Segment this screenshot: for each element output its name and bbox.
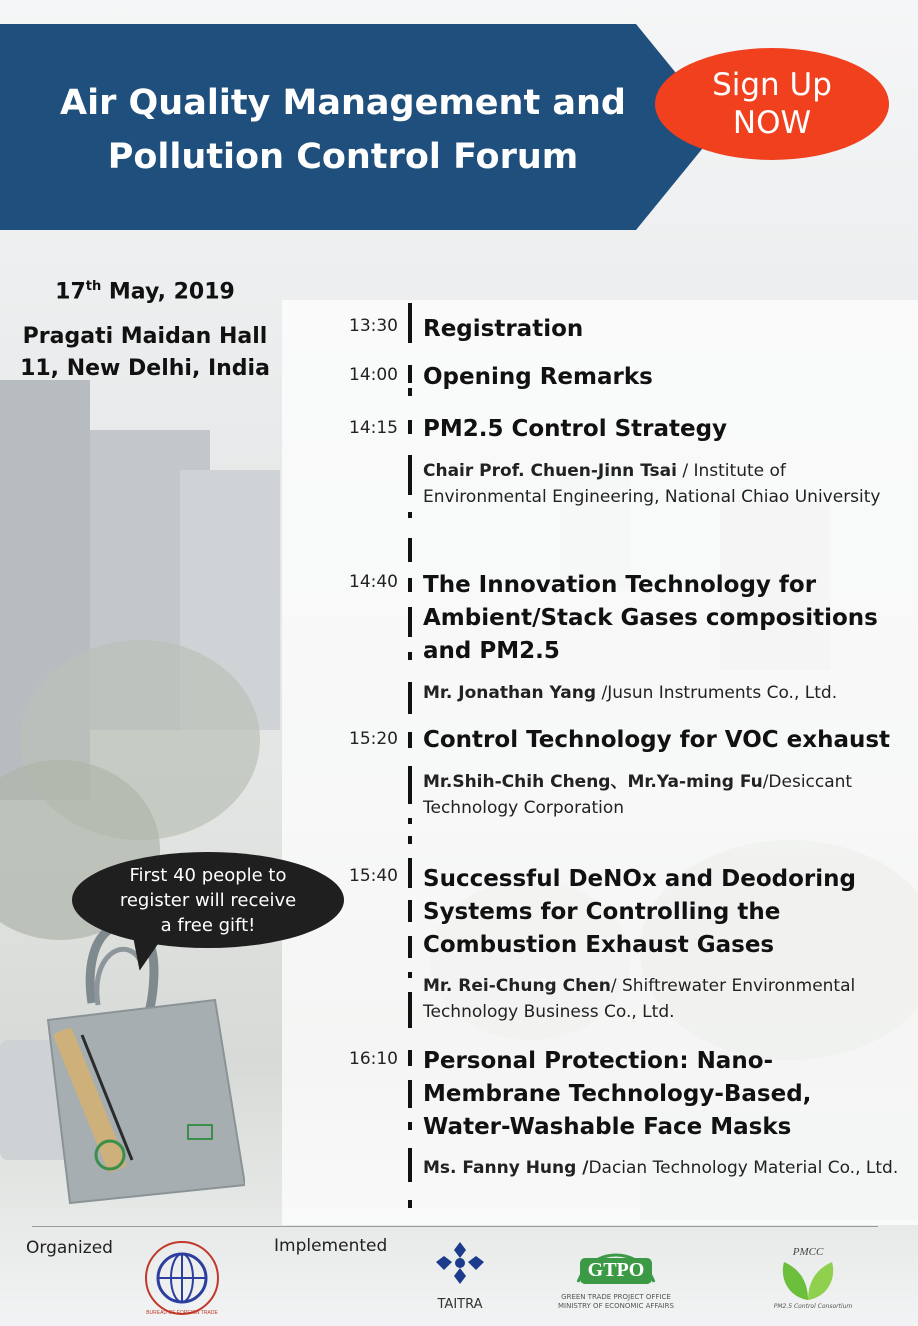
schedule-time: 16:10 (349, 1049, 398, 1069)
pmcc-leaf-logo (776, 1260, 840, 1302)
timeline-bar (408, 1050, 412, 1066)
timeline-bar (408, 420, 412, 434)
pmcc-label: PMCC (792, 1246, 824, 1258)
free-gift-bubble (72, 852, 344, 948)
timeline-bar (408, 992, 412, 1028)
schedule-title: Opening Remarks (423, 364, 653, 390)
taitra-logo (430, 1240, 490, 1286)
schedule-speaker: Ms. Fanny Hung /Dacian Technology Material Co., Ltd. (423, 1158, 899, 1178)
schedule-speaker: Mr.Shih-Chih Cheng、Mr.Ya-ming Fu/Desiccant Technology Corporation (423, 772, 853, 818)
timeline-bar (408, 1200, 412, 1208)
event-date: 17th May, 2019 (55, 279, 235, 305)
gtpo-logo (572, 1242, 660, 1290)
taitra-label: TAITRA (437, 1297, 483, 1312)
schedule-title: Control Technology for VOC exhaust (423, 727, 891, 753)
footer-divider (32, 1226, 878, 1227)
schedule-time: 15:20 (349, 729, 398, 749)
free-gift-text: First 40 people to register will receive a free gift! (119, 864, 297, 936)
schedule-title: The Innovation Technology for Ambient/Stack Gases compositions and PM2.5 (423, 572, 878, 664)
timeline-bar (408, 578, 412, 592)
timeline-bar (408, 1148, 412, 1182)
bureau-of-foreign-trade-logo (142, 1238, 222, 1318)
schedule-time: 14:40 (349, 572, 398, 592)
timeline-bar (408, 732, 412, 748)
implemented-label: Implemented (274, 1236, 388, 1256)
sign-up-line-2: NOW (732, 105, 812, 141)
svg-text:BUREAU OF FOREIGN TRADE: BUREAU OF FOREIGN TRADE (146, 1310, 218, 1316)
schedule-time: 14:00 (349, 365, 398, 385)
timeline-bar (408, 388, 412, 396)
timeline-bar (408, 1122, 412, 1130)
schedule-time: 14:15 (349, 418, 398, 438)
page-title (0, 76, 686, 184)
timeline-bar (408, 818, 412, 824)
timeline-bar (408, 936, 412, 958)
schedule-speaker: Mr. Jonathan Yang /Jusun Instruments Co., Ltd. (423, 683, 838, 703)
timeline-bar (408, 512, 412, 518)
gtpo-subtitle-2: MINISTRY OF ECONOMIC AFFAIRS (558, 1302, 674, 1310)
schedule-title: PM2.5 Control Strategy (423, 416, 728, 442)
schedule-time: 15:40 (349, 866, 398, 886)
timeline-bar (408, 766, 412, 804)
sign-up-line-1: Sign Up (712, 67, 832, 103)
timeline-bar (408, 858, 412, 888)
sign-up-button[interactable] (655, 48, 889, 160)
timeline-bar (408, 682, 412, 714)
event-info (0, 272, 290, 385)
timeline-bar (408, 652, 412, 660)
event-venue: Pragati Maidan Hall 11, New Delhi, India (20, 324, 270, 382)
timeline-bar (408, 607, 412, 637)
gtpo-label: GTPO (587, 1259, 645, 1281)
schedule-title: Successful DeNOx and Deodoring Systems for Controlling the Combustion Exhaust Gases (423, 866, 856, 958)
timeline-bar (408, 836, 412, 844)
timeline-bar (408, 900, 412, 922)
schedule-title: Registration (423, 316, 584, 342)
timeline-bar (408, 1080, 412, 1108)
title-line-2: Pollution Control Forum (107, 137, 579, 177)
schedule-title: Personal Protection: Nano-Membrane Technology-Based, Water-Washable Face Masks (423, 1048, 812, 1140)
pmcc-subtitle: PM2.5 Control Consortium (773, 1303, 853, 1310)
organized-label: Organized (26, 1238, 113, 1258)
schedule-time: 13:30 (349, 316, 398, 336)
schedule-speaker: Chair Prof. Chuen-Jinn Tsai / Institute of Environmental Engineering, National Chiao University (423, 461, 881, 507)
timeline-bar (408, 365, 412, 383)
timeline-bar (408, 972, 412, 978)
timeline-bar (408, 303, 412, 343)
schedule-speaker: Mr. Rei-Chung Chen/ Shiftrewater Environmental Technology Business Co., Ltd. (423, 976, 856, 1022)
timeline-bar (408, 538, 412, 562)
timeline-bar (408, 455, 412, 495)
title-line-1: Air Quality Management and (60, 83, 626, 123)
gtpo-subtitle-1: GREEN TRADE PROJECT OFFICE (561, 1293, 671, 1301)
